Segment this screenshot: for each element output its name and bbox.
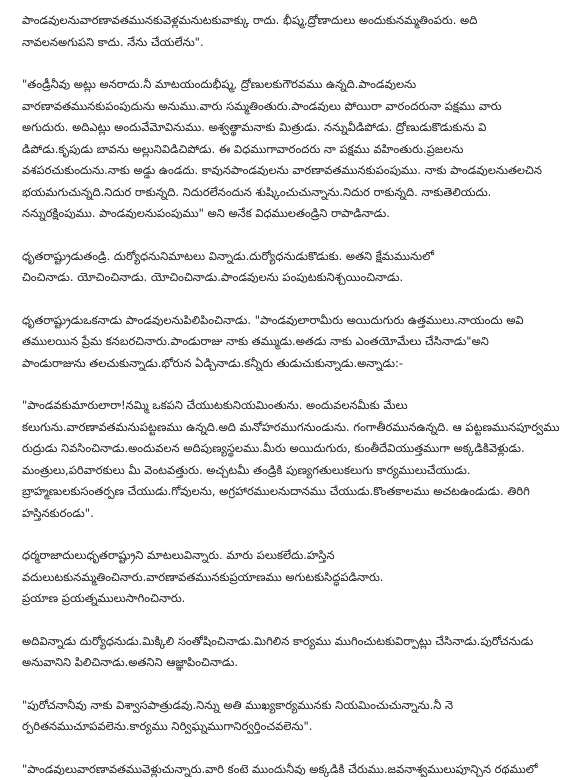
text-line: ర్పరితనముచూపవలెను.కార్యము నిర్విఘ్నముగానిర్వర్తించవలెను". [22,716,560,738]
text-line: ధృతరాష్ట్రుడుతండ్రి. దుర్యోధనునిమాటలు విన్నాడు.దుర్యోధనుడుకొడుకు. అతని క్షేమమునులో [22,246,560,268]
text-line: డిపోడు.కృపుడు బావను అల్లునివిడిచిపోడు. ఈ విధముగావారందరు నా పక్షము వహింతురు.ప్రజలను [22,139,560,161]
text-line: తములయిన ప్రేమ కనబరచినారు.పాండురాజు నాకు తమ్ముడు.అతడు నాకు ఎంతయోమేలు చేసినాడు"అని [22,331,560,353]
paragraph-7 [22,631,560,674]
text-line: "పాండవకుమారులారా!నమ్మి ఒకపని చేయుటకునియమింతును. అందువలనమీకు మేలు [22,395,560,417]
text-line: "పురోచనానీవు నాకు విశ్వాసపాత్రుడవు.నిన్ను అతి ముఖ్యకార్యమునకు నియమించుచున్నాను.నీ నె [22,695,560,717]
text-line: నావలనఅగుపని కాదు. నేను చేయలేను". [22,32,560,54]
text-line: "తండ్రీనీవు అట్లు అనరాదు.నీ మాటయందుభీష్మ, ద్రోణులకుగౌరవము ఉన్నది.పాండవులను [22,74,560,96]
text-line: వారణావతమునకుపంపుదును అనుము.వారు సమ్మతింతురు.పాండవులు పోయిరా వారందరునా పక్షము వారు [22,96,560,118]
text-line: కలుగును.వారణావతమనుపట్టణము ఉన్నది.అది మనోహరముగనుండును. గంగాతీరమునఉన్నది. ఆ పట్టణమునపూర్వము [22,417,560,439]
text-line: చించినాడు. యోచించినాడు. యోచించినాడు.పాండవులను పంపుటకునిశ్చయించినాడు. [22,267,560,289]
text-line: రుద్రుడు నివసించినాడు.అందువలన అదిపుణ్యస్థలము.మీరు అయిదుగురు, కుంతీదేవియుత్తముగా అక్కడికివెళ్లుడు. [22,438,560,460]
text-line: హస్తినకురండు". [22,503,560,525]
text-line: "పాండవులువారణావతమువెళ్లుచున్నారు.వారి కంటె ముందునీవు అక్కడికి చేరుము.జవనాశ్వములుపూన్చిన రథములో [22,759,560,780]
text-line: అగుదురు. అదిఎట్లు అందువేమోవినుము. అశ్వత్థామనాకు మిత్రుడు. నన్నువీడిపోడు. ద్రోణుడుకొడుకును వి [22,117,560,139]
text-line: వశపరచుకుందును.నాకు అడ్డు ఉండదు. కావునపాండవులను వారణావతమునకుపంపుము. నాకు పాండవులనుతలచిన [22,160,560,182]
text-line: ధర్మరాజాదులుధృతరాష్ట్రుని మాటలువిన్నారు. మారు పలుకలేదు.హస్తిన [22,545,560,567]
text-line: ప్రయాణ ప్రయత్నములుసాగించినారు. [22,588,560,610]
paragraph-3 [22,246,560,289]
text-line: మంత్రులు,పరివారకులు మీ వెంటవత్తురు. అచ్చటమీ తండ్రికి పుణ్యగతులుకలుగు కార్యములుచేయుడు. [22,460,560,482]
paragraph-8 [22,695,560,738]
paragraph-9 [22,759,560,780]
text-line: ధృతరాష్ట్రుడుఒకనాడు పాండవులనుపిలిపించినాడు. "పాండవులారామీరు అయిదుగురు ఉత్తములు.నాయందు అవి [22,310,560,332]
text-line: నన్నురక్షింపుము. పాండవులనుపంపుము" అని అనేక విధములతండ్రిని రాపాడినాడు. [22,203,560,225]
paragraph-1 [22,10,560,53]
text-line: అనువానిని పిలిచినాడు.అతనిని ఆజ్ఞాపించినాడు. [22,652,560,674]
text-line: అదివిన్నాడు దుర్యోధనుడు.మిక్కిలి సంతోషించినాడు.మిగిలిన కార్యము ముగించుటకువిర్పాట్లు చేసినాడు.పురోచనుడు [22,631,560,653]
paragraph-5 [22,395,560,524]
paragraph-4 [22,310,560,375]
paragraph-2 [22,74,560,225]
text-line: భయమగుచున్నది.నిదుర రాకున్నది. నిదురలేనందున శుష్కించుచున్నాను.నిదుర రాకున్నది. నాకుతెలియదు. [22,182,560,204]
text-line: బ్రాహ్మణులకుసంతర్పణ చేయుడు.గోవులను, అగ్రహారములనుదానము చేయుడు.కొంతకాలము అచటఉండుడు. తిరిగి [22,481,560,503]
paragraph-6 [22,545,560,610]
text-line: పాండురాజును తలచుకున్నాడు.భోరున ఏడ్చినాడు.కన్నీరు తుడుచుకున్నాడు.అన్నాడు:- [22,353,560,375]
text-line: పాండవులనువారణావతమునకువెళ్లమనుటకువాక్కు రాదు. భీష్మ,ద్రోణాదులు అందుకునమ్మతింపరు. అది [22,10,560,32]
text-line: వదులుటకునమ్మతించినారు.వారణావతమునకుప్రయాణము అగుటకుసిద్ధపడినారు. [22,567,560,589]
